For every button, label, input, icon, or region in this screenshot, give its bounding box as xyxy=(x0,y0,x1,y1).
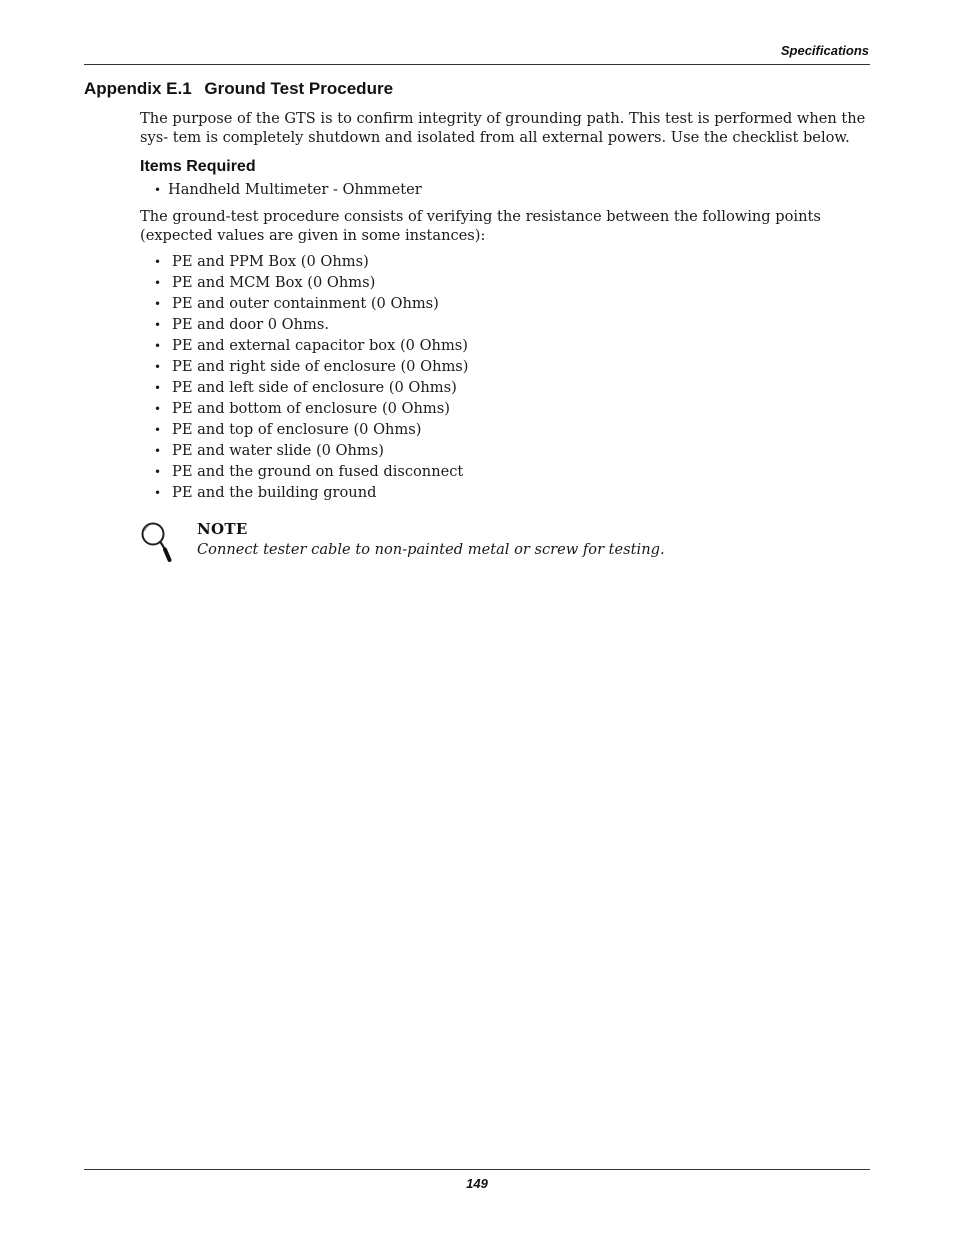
list-item xyxy=(154,252,469,273)
bullet-icon: • xyxy=(154,360,162,374)
bullet-icon: • xyxy=(154,381,162,395)
list-item xyxy=(154,315,469,336)
list-item xyxy=(154,378,469,399)
test-point-label: PE and MCM Box (0 Ohms) xyxy=(172,274,376,291)
note-title: NOTE xyxy=(197,520,248,538)
magnifying-glass-icon xyxy=(140,521,174,565)
list-item xyxy=(154,273,469,294)
bullet-icon: • xyxy=(154,465,162,479)
required-item-label: Handheld Multimeter - Ohmmeter xyxy=(168,181,422,198)
appendix-number: Appendix E.1 xyxy=(84,79,192,98)
required-item xyxy=(154,180,422,200)
bullet-icon: • xyxy=(154,444,162,458)
bullet-icon: • xyxy=(154,423,162,437)
bullet-icon: • xyxy=(154,297,162,311)
test-point-label: PE and outer containment (0 Ohms) xyxy=(172,295,439,312)
list-item xyxy=(154,420,469,441)
list-item xyxy=(154,336,469,357)
bullet-icon: • xyxy=(154,255,162,269)
test-point-label: PE and external capacitor box (0 Ohms) xyxy=(172,337,468,354)
test-point-label: PE and the ground on fused disconnect xyxy=(172,463,464,480)
appendix-heading xyxy=(84,79,393,99)
procedure-paragraph: The ground-test procedure consists of verifying the resistance between the following points (expected values are given in some instances): xyxy=(140,208,821,244)
list-item xyxy=(154,294,469,315)
appendix-title: Ground Test Procedure xyxy=(204,79,394,98)
test-point-label: PE and water slide (0 Ohms) xyxy=(172,442,384,459)
list-item xyxy=(154,399,469,420)
test-point-label: PE and left side of enclosure (0 Ohms) xyxy=(172,379,457,396)
bullet-icon: • xyxy=(154,276,162,290)
bullet-icon: • xyxy=(154,339,162,353)
bullet-icon: • xyxy=(154,183,162,197)
bullet-icon: • xyxy=(154,318,162,332)
list-item xyxy=(154,462,469,483)
list-item xyxy=(154,483,469,504)
bullet-icon: • xyxy=(154,486,162,500)
footer-rule xyxy=(84,1169,870,1170)
list-item xyxy=(154,357,469,378)
test-point-label: PE and the building ground xyxy=(172,484,377,501)
items-required-heading: Items Required xyxy=(140,158,256,175)
bullet-icon: • xyxy=(154,402,162,416)
page-number: 149 xyxy=(466,1176,488,1191)
list-item xyxy=(154,441,469,462)
test-point-label: PE and bottom of enclosure (0 Ohms) xyxy=(172,400,450,417)
test-point-label: PE and top of enclosure (0 Ohms) xyxy=(172,421,422,438)
note-text: Connect tester cable to non-painted metal or screw for testing. xyxy=(197,541,665,558)
header-section-title: Specifications xyxy=(780,43,869,58)
test-point-label: PE and PPM Box (0 Ohms) xyxy=(172,253,369,270)
header-rule xyxy=(84,64,870,65)
test-points-list xyxy=(154,252,469,504)
intro-paragraph: The purpose of the GTS is to confirm integrity of grounding path. This test is performed when the sys- tem is completely shutdown and isolated from all external powers. Use the checklist below. xyxy=(140,110,866,146)
test-point-label: PE and right side of enclosure (0 Ohms) xyxy=(172,358,469,375)
test-point-label: PE and door 0 Ohms. xyxy=(172,316,329,333)
